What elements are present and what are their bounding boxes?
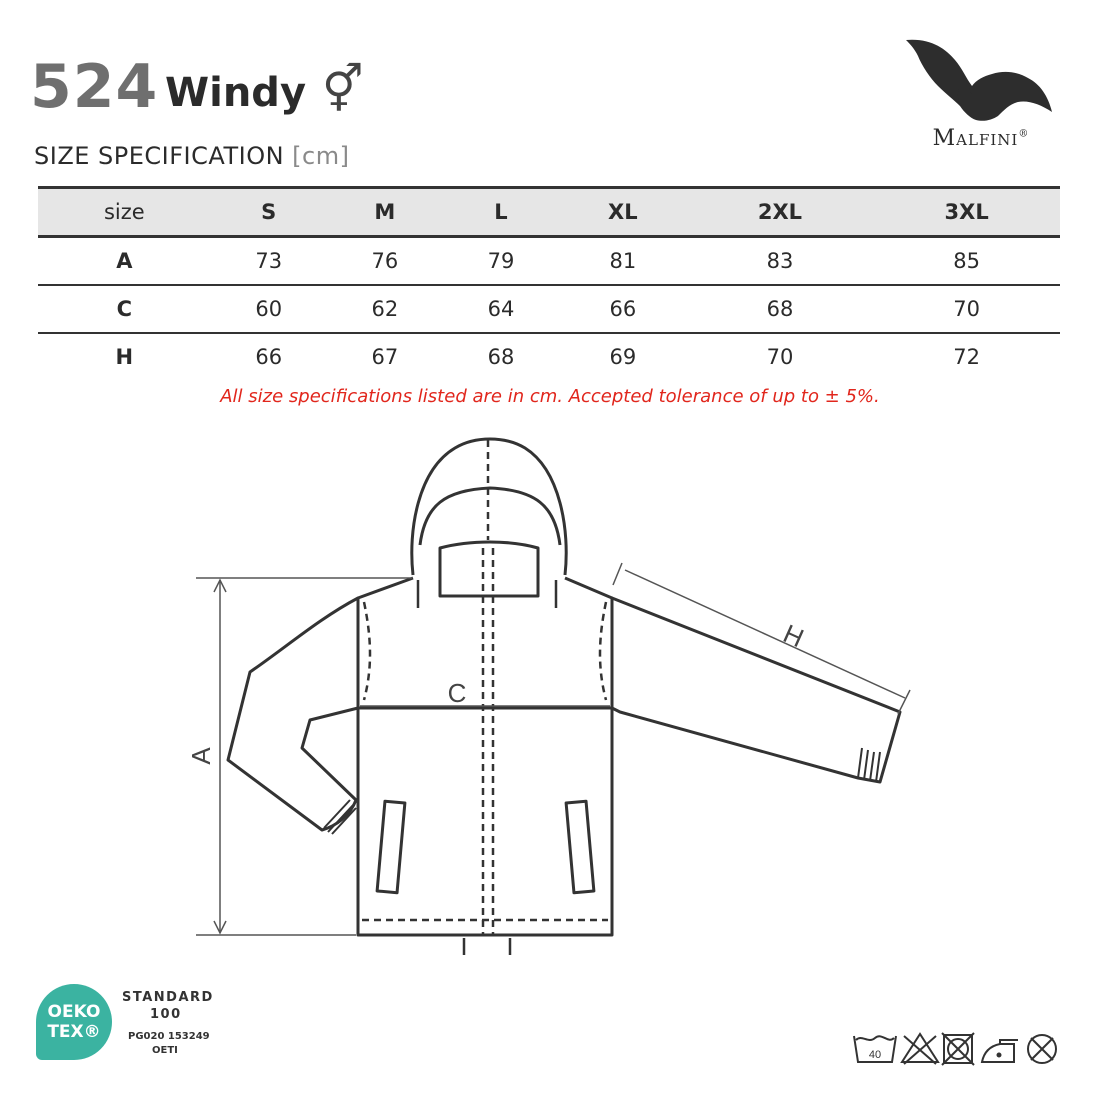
oeko-standard-number: 100 — [150, 1007, 182, 1022]
table-cell: 73 — [211, 237, 327, 286]
unisex-symbol-icon: ⚥ — [322, 62, 364, 116]
table-cell: 67 — [371, 345, 399, 369]
size-header-cell: L — [443, 188, 559, 237]
left-sleeve-outline — [228, 598, 358, 830]
no-dry-clean-icon — [1028, 1035, 1056, 1063]
brand-registered: ® — [1018, 128, 1030, 140]
size-table — [38, 186, 1060, 380]
oeko-certificate-code: PG020 153249 — [128, 1031, 210, 1042]
no-bleach-icon — [902, 1034, 938, 1064]
row-label: A — [38, 237, 211, 286]
right-armhole-stitch — [600, 602, 606, 700]
size-header-cell: S — [211, 188, 327, 237]
measure-h-end-tick — [898, 690, 910, 714]
right-pocket — [566, 801, 594, 892]
brand-wordmark — [900, 126, 1062, 151]
spec-title-text: SIZE SPECIFICATION — [34, 142, 285, 170]
size-header-cell: 2XL — [687, 188, 874, 237]
table-cell: 72 — [953, 345, 980, 369]
size-header-cell: 3XL — [873, 188, 1060, 237]
right-cuff-rib — [858, 748, 880, 782]
table-cell: 79 — [443, 237, 559, 286]
jacket-technical-drawing — [0, 420, 1100, 980]
product-code: 524 — [30, 52, 159, 122]
table-row — [38, 285, 1060, 333]
measure-c-label: C — [447, 678, 467, 708]
table-cell: 70 — [766, 345, 794, 369]
hood-inner-outline — [420, 488, 560, 545]
measure-h-line — [625, 570, 905, 698]
size-specification-title — [34, 142, 349, 170]
table-cell: 66 — [255, 345, 283, 369]
wash-temperature: 40 — [868, 1049, 882, 1061]
oeko-tex-logo — [36, 984, 112, 1060]
measure-a-label: A — [186, 747, 216, 765]
table-cell: 66 — [559, 285, 687, 333]
row-label: H — [115, 345, 134, 369]
oeko-line2: TEX® — [47, 1022, 101, 1042]
row-label: C — [38, 285, 211, 333]
table-row — [38, 333, 1060, 380]
table-cell: 62 — [327, 285, 443, 333]
right-sleeve-outline — [612, 598, 900, 782]
measure-h-label: H — [778, 618, 809, 654]
table-cell: 68 — [487, 345, 515, 369]
table-cell: 83 — [687, 237, 874, 286]
oeko-standard-label: STANDARD — [122, 990, 214, 1005]
product-name: Windy — [165, 70, 307, 116]
oeko-line1: OEKO — [47, 1002, 101, 1022]
tolerance-note: All size specifications listed are in cm. Accepted tolerance of up to ± 5%. — [220, 386, 880, 407]
care-symbols — [850, 1026, 1070, 1072]
oeko-institute: OETI — [152, 1045, 178, 1056]
table-cell: 70 — [873, 285, 1060, 333]
table-cell: 64 — [443, 285, 559, 333]
collar-outline — [440, 542, 538, 596]
table-cell: 60 — [211, 285, 327, 333]
spec-unit: [cm] — [292, 142, 350, 170]
brand-name: Malfini — [932, 126, 1019, 151]
table-row — [38, 237, 1060, 286]
table-cell: 69 — [609, 345, 637, 369]
size-header-row — [38, 188, 1060, 237]
table-cell: 76 — [327, 237, 443, 286]
left-pocket — [377, 801, 405, 892]
table-cell: 81 — [559, 237, 687, 286]
size-header-label: size — [38, 188, 211, 237]
size-header-cell: M — [327, 188, 443, 237]
iron-low-icon — [982, 1040, 1018, 1062]
no-tumble-dry-icon — [942, 1033, 974, 1065]
table-cell: 68 — [687, 285, 874, 333]
size-header-cell: XL — [559, 188, 687, 237]
table-cell: 85 — [873, 237, 1060, 286]
left-armhole-stitch — [364, 602, 370, 700]
measure-h-start-tick — [613, 563, 622, 585]
